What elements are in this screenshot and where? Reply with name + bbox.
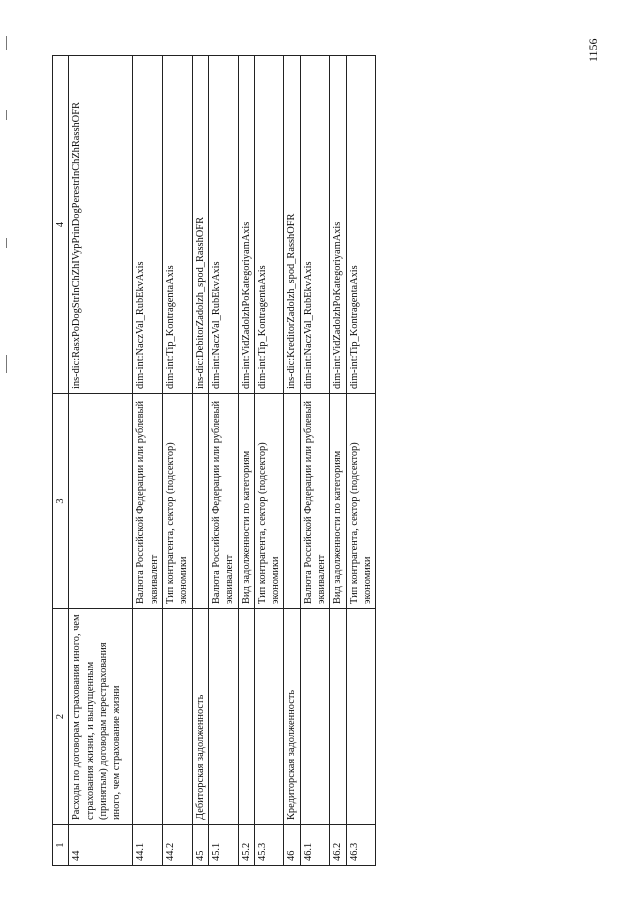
table-header-row — [53, 56, 69, 866]
row-element: dim-int:VidZadolzhPoKategoriyamAxis — [330, 56, 346, 394]
row-name — [300, 609, 330, 825]
row-number: 44 — [69, 825, 133, 866]
row-element: dim-int:NaczVal_RubEkvAxis — [133, 56, 163, 394]
row-name — [254, 609, 284, 825]
margin-mark — [6, 36, 7, 50]
table-row — [238, 56, 254, 866]
row-name — [330, 609, 346, 825]
row-dimension: Валюта Российской Федерации или рублевый эквивалент — [133, 394, 163, 609]
row-element: dim-int:Tip_KontragentaAxis — [346, 56, 376, 394]
table-row — [300, 56, 330, 866]
column-header: 2 — [53, 609, 69, 825]
table-row — [192, 56, 208, 866]
row-name — [238, 609, 254, 825]
column-header: 1 — [53, 825, 69, 866]
row-number: 44.1 — [133, 825, 163, 866]
row-number: 45 — [192, 825, 208, 866]
row-number: 46.1 — [300, 825, 330, 866]
row-number: 45.1 — [208, 825, 238, 866]
margin-mark — [6, 355, 7, 373]
margin-mark — [6, 110, 7, 120]
table-row — [284, 56, 300, 866]
row-dimension — [192, 394, 208, 609]
row-element: dim-int:NaczVal_RubEkvAxis — [208, 56, 238, 394]
table-row — [346, 56, 376, 866]
row-name: Расходы по договорам страхования иного, чем страхования жизни, и выпущенным (принятым) договорам перестрахования иного, чем страхование жизни — [69, 609, 133, 825]
row-dimension: Тип контрагента, сектор (подсектор) экономики — [162, 394, 192, 609]
row-dimension: Тип контрагента, сектор (подсектор) экономики — [254, 394, 284, 609]
row-element: dim-int:NaczVal_RubEkvAxis — [300, 56, 330, 394]
table-row — [208, 56, 238, 866]
row-dimension: Вид задолженности по категориям — [238, 394, 254, 609]
table-row — [133, 56, 163, 866]
row-name: Кредиторская задолженность — [284, 609, 300, 825]
row-name: Дебиторская задолженность — [192, 609, 208, 825]
row-dimension: Тип контрагента, сектор (подсектор) экономики — [346, 394, 376, 609]
row-element: dim-int:Tip_KontragentaAxis — [254, 56, 284, 394]
row-name — [208, 609, 238, 825]
row-element: ins-dic:KreditorZadolzh_spod_RasshOFR — [284, 56, 300, 394]
column-header: 3 — [53, 394, 69, 609]
row-number: 46 — [284, 825, 300, 866]
margin-mark — [6, 238, 7, 248]
row-number: 45.2 — [238, 825, 254, 866]
table-row — [69, 56, 133, 866]
row-number: 46.3 — [346, 825, 376, 866]
page-number: 1156 — [586, 38, 600, 62]
table-row — [162, 56, 192, 866]
row-dimension — [69, 394, 133, 609]
row-element: dim-int:Tip_KontragentaAxis — [162, 56, 192, 394]
row-element: ins-dic:RasxPoDogStrInChZhIVypPrinDogPerestrInChZhRasshOFR — [69, 56, 133, 394]
row-element: ins-dic:DebitorZadolzh_spod_RasshOFR — [192, 56, 208, 394]
row-number: 45.3 — [254, 825, 284, 866]
row-number: 44.2 — [162, 825, 192, 866]
rotated-table-container — [52, 56, 382, 866]
row-dimension: Вид задолженности по категориям — [330, 394, 346, 609]
row-dimension: Валюта Российской Федерации или рублевый эквивалент — [208, 394, 238, 609]
data-table — [52, 55, 376, 866]
row-dimension — [284, 394, 300, 609]
column-header: 4 — [53, 56, 69, 394]
row-name — [162, 609, 192, 825]
table-row — [330, 56, 346, 866]
row-name — [346, 609, 376, 825]
row-number: 46.2 — [330, 825, 346, 866]
row-element: dim-int:VidZadolzhPoKategoriyamAxis — [238, 56, 254, 394]
row-name — [133, 609, 163, 825]
row-dimension: Валюта Российской Федерации или рублевый эквивалент — [300, 394, 330, 609]
table-row — [254, 56, 284, 866]
